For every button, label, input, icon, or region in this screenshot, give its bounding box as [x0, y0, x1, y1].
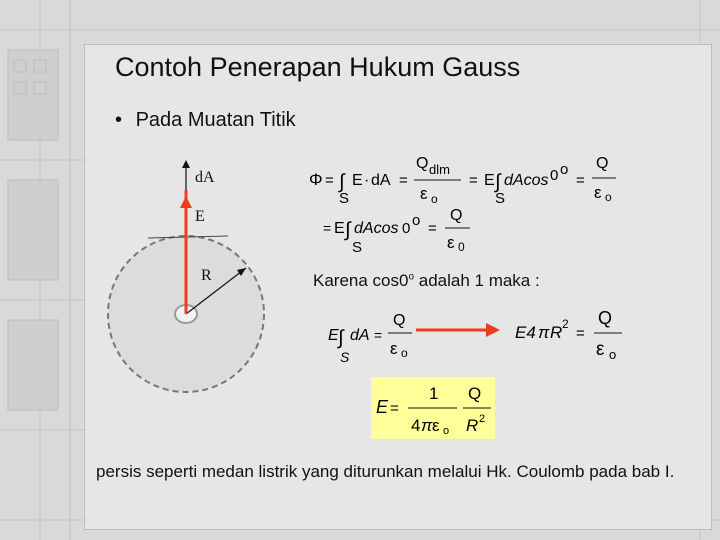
degree-sign: o	[560, 161, 569, 178]
epsilon-subscript: o	[605, 190, 612, 204]
karena-text-start: Karena cos0	[313, 271, 409, 290]
numerator-Q: Q	[468, 384, 482, 403]
degree-superscript: o	[408, 271, 415, 283]
numerator-dlm: dlm	[429, 162, 450, 177]
E-symbol: E	[484, 172, 495, 189]
zero-angle: 0	[550, 167, 559, 184]
gauss-flux-equation	[306, 150, 626, 208]
degree-sign: o	[412, 212, 421, 229]
epsilon: ε	[594, 183, 602, 202]
R-symbol: R	[550, 323, 563, 342]
bullet-text: Pada Muatan Titik	[135, 109, 296, 131]
surface-symbol: S	[340, 349, 350, 365]
label-E: E	[195, 208, 205, 225]
equals-sign: =	[325, 172, 334, 189]
label-dA: dA	[195, 169, 215, 186]
implication-arrowhead	[486, 323, 500, 337]
pi-symbol: π	[538, 323, 550, 342]
E-symbol: E	[334, 220, 345, 237]
epsilon-subscript: o	[443, 425, 450, 437]
simplified-integral-equation	[322, 306, 422, 366]
equals-sign: =	[469, 172, 478, 189]
equals-sign: =	[428, 220, 437, 237]
epsilon-subscript: o	[431, 192, 438, 206]
area-vector-arrowhead	[182, 160, 190, 168]
dAcos-text: dAcos	[504, 172, 549, 189]
label-R: R	[201, 267, 212, 284]
surface-symbol: S	[339, 190, 350, 207]
numerator-one: 1	[429, 384, 439, 403]
denominator-four: 4	[411, 416, 421, 435]
E-symbol: E	[352, 172, 363, 189]
karena-statement	[313, 271, 540, 291]
gauss-sphere-diagram	[100, 150, 300, 450]
dA-symbol: dA	[371, 172, 391, 189]
result-highlight	[371, 377, 495, 439]
epsilon: ε	[432, 416, 440, 435]
R-symbol: R	[466, 416, 479, 435]
area-equation	[512, 306, 632, 366]
pi-symbol: π	[421, 416, 433, 435]
slide-title: Contoh Penerapan Hukum Gauss	[115, 52, 521, 82]
dA-symbol: dA	[350, 327, 370, 344]
coulomb-field-equation	[371, 377, 495, 439]
integral-sign: ∫	[338, 327, 344, 349]
square-exponent: 2	[562, 317, 569, 331]
equals-sign: =	[374, 327, 383, 343]
implication-arrow	[414, 320, 502, 340]
equals-sign: =	[323, 220, 332, 236]
numerator-Q: Q	[598, 308, 613, 328]
equals-sign: =	[399, 172, 408, 189]
epsilon: ε	[596, 339, 605, 360]
bullet-symbol: •	[115, 109, 123, 131]
dAcos-text: dAcos	[354, 220, 399, 237]
E4-symbol: E4	[515, 323, 536, 342]
footer-text: persis seperti medan listrik yang diturunkan melalui Hk. Coulomb pada bab I.	[96, 462, 675, 481]
numerator-Q: Q	[416, 155, 429, 172]
epsilon-subscript: o	[609, 347, 617, 362]
equals-sign: =	[576, 172, 585, 189]
integral-sign: ∫	[345, 219, 351, 241]
bullet-item	[115, 109, 296, 132]
zero-angle: 0	[402, 220, 411, 237]
karena-text-end: adalah 1 maka :	[414, 271, 540, 290]
square-exponent: 2	[479, 413, 486, 425]
equals-sign: =	[576, 325, 585, 342]
epsilon: ε	[420, 184, 428, 203]
equals-sign: =	[390, 400, 399, 417]
epsilon-subscript: 0	[458, 240, 465, 254]
surface-symbol: S	[495, 190, 506, 207]
epsilon: ε	[447, 233, 455, 252]
integral-sign: ∫	[495, 171, 501, 193]
flux-equation-line2	[320, 203, 490, 258]
epsilon-subscript: o	[401, 346, 408, 360]
numerator-Q: Q	[596, 155, 609, 172]
field-arrowhead	[180, 196, 192, 208]
numerator-Q: Q	[393, 312, 406, 329]
surface-symbol: S	[352, 239, 363, 256]
epsilon: ε	[390, 339, 398, 358]
phi-symbol: Φ	[309, 170, 323, 189]
integral-sign: ∫	[339, 171, 345, 193]
dot-product: ·	[364, 172, 370, 189]
E-symbol: E	[328, 327, 339, 344]
E-symbol: E	[376, 397, 389, 417]
numerator-Q: Q	[450, 207, 463, 224]
